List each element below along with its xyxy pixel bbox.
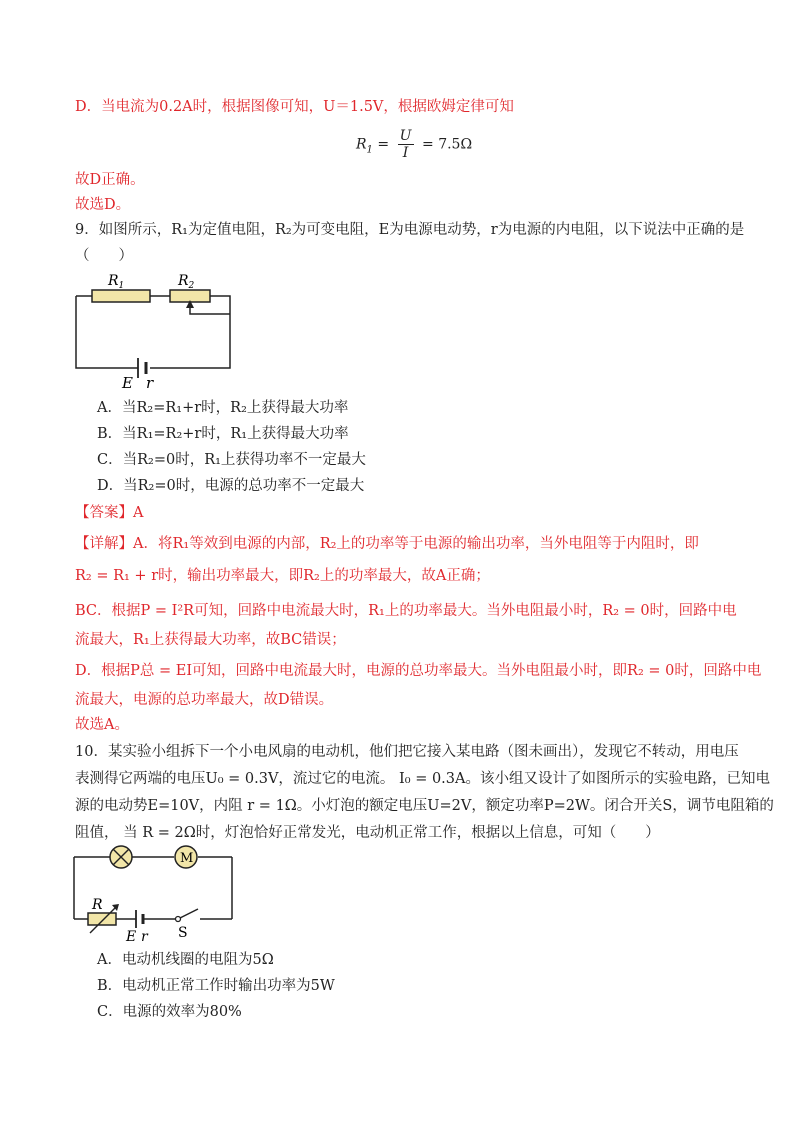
q10-option-b: B．电动机正常工作时输出功率为5W	[97, 978, 335, 994]
label-r: r	[146, 374, 154, 392]
label-s: S	[178, 925, 188, 941]
q9-paren: （ ）	[75, 248, 133, 264]
resistor-box	[88, 913, 116, 925]
detail-tag: 【详解】	[75, 536, 133, 552]
q9-stem: 9．如图所示，R₁为定值电阻，R₂为可变电阻，E为电源电动势，r为电源的内电阻，以下说法中正确的是	[75, 222, 745, 238]
label-r2: $R_2$	[178, 273, 195, 291]
choose-d-line: 故选D。	[75, 197, 131, 213]
detail-line-2: R₂ = R₁ + r时，输出功率最大，即R₂上的功率最大，故A正确；	[75, 568, 490, 584]
detail-line-5: D．根据P总 = EI可知，回路中电流最大时，电源的总功率最大。当外电阻最小时，即R₂ = 0时，回路中电	[75, 663, 762, 679]
formula-denominator: I	[402, 145, 409, 161]
q10-line-3: 源的电动势E=10V，内阻 r = 1Ω。小灯泡的额定电压U=2V，额定功率P=2W。闭合开关S，调节电阻箱的	[75, 798, 774, 814]
label-r-2: r	[141, 929, 148, 945]
label-rbox: R	[92, 897, 103, 913]
option-d-statement: D．当电流为0.2A时，根据图像可知，U＝1.5V，根据欧姆定律可知	[75, 99, 514, 115]
switch-lever	[180, 909, 198, 918]
label-r1: $R_1$	[108, 273, 125, 291]
label-e: E	[122, 374, 133, 392]
q10-line-1: 10．某实验小组拆下一个小电风扇的电动机，他们把它接入某电路（图未画出），发现它不转动，用电压	[75, 744, 739, 760]
q9-option-c: C．当R₂=0时，R₁上获得功率不一定最大	[97, 452, 366, 468]
detail-line-6: 流最大，电源的总功率最大，故D错误。	[75, 692, 334, 708]
formula-fraction	[398, 128, 414, 161]
detail-line-7: 故选A。	[75, 717, 129, 733]
detail-line-4: 流最大，R₁上获得最大功率，故BC错误；	[75, 632, 346, 648]
formula-lhs: R	[356, 136, 367, 153]
resistor-r1	[92, 290, 150, 302]
formula-lhs-sub: 1	[366, 144, 373, 156]
q10-line-2: 表测得它两端的电压U₀ = 0.3V，流过它的电流。 I₀ = 0.3A。该小组又设计了如图所示的实验电路，已知电	[75, 771, 770, 787]
answer-line	[75, 503, 143, 523]
q9-option-a: A．当R₂=R₁+r时，R₂上获得最大功率	[97, 400, 349, 416]
ohm-formula: $R_1$ = $\frac{U}{I}$ = 7.5Ω	[356, 128, 473, 161]
detail-line-3: BC．根据P = I²R可知，回路中电流最大时，R₁上的功率最大。当外电阻最小时，R₂ = 0时，回路中电	[75, 603, 737, 619]
q9-option-b: B．当R₁=R₂+r时，R₁上获得最大功率	[97, 426, 349, 442]
circuit-diagram-q9	[70, 268, 245, 392]
label-m: M	[180, 851, 194, 866]
d-correct-line: 故D正确。	[75, 172, 145, 188]
formula-numerator: U	[399, 128, 412, 144]
answer-tag: 【答案】	[75, 505, 133, 521]
q9-option-d: D．当R₂=0时，电源的总功率不一定最大	[97, 478, 365, 494]
q10-option-a: A．电动机线圈的电阻为5Ω	[97, 952, 274, 968]
formula-rhs: = 7.5Ω	[422, 136, 473, 153]
q10-option-c: C．电源的效率为80%	[97, 1004, 242, 1020]
label-e-2: E	[126, 929, 137, 945]
circuit-diagram-q10	[70, 843, 240, 945]
answer-value: A	[133, 505, 144, 521]
q10-line-4: 阻值， 当 R = 2Ω时，灯泡恰好正常发光，电动机正常工作，根据以上信息，可知（ ）	[75, 825, 660, 841]
detail-line-1: 【详解】A．将R₁等效到电源的内部，R₂上的功率等于电源的输出功率，当外电阻等于内阻时，即	[75, 536, 699, 552]
